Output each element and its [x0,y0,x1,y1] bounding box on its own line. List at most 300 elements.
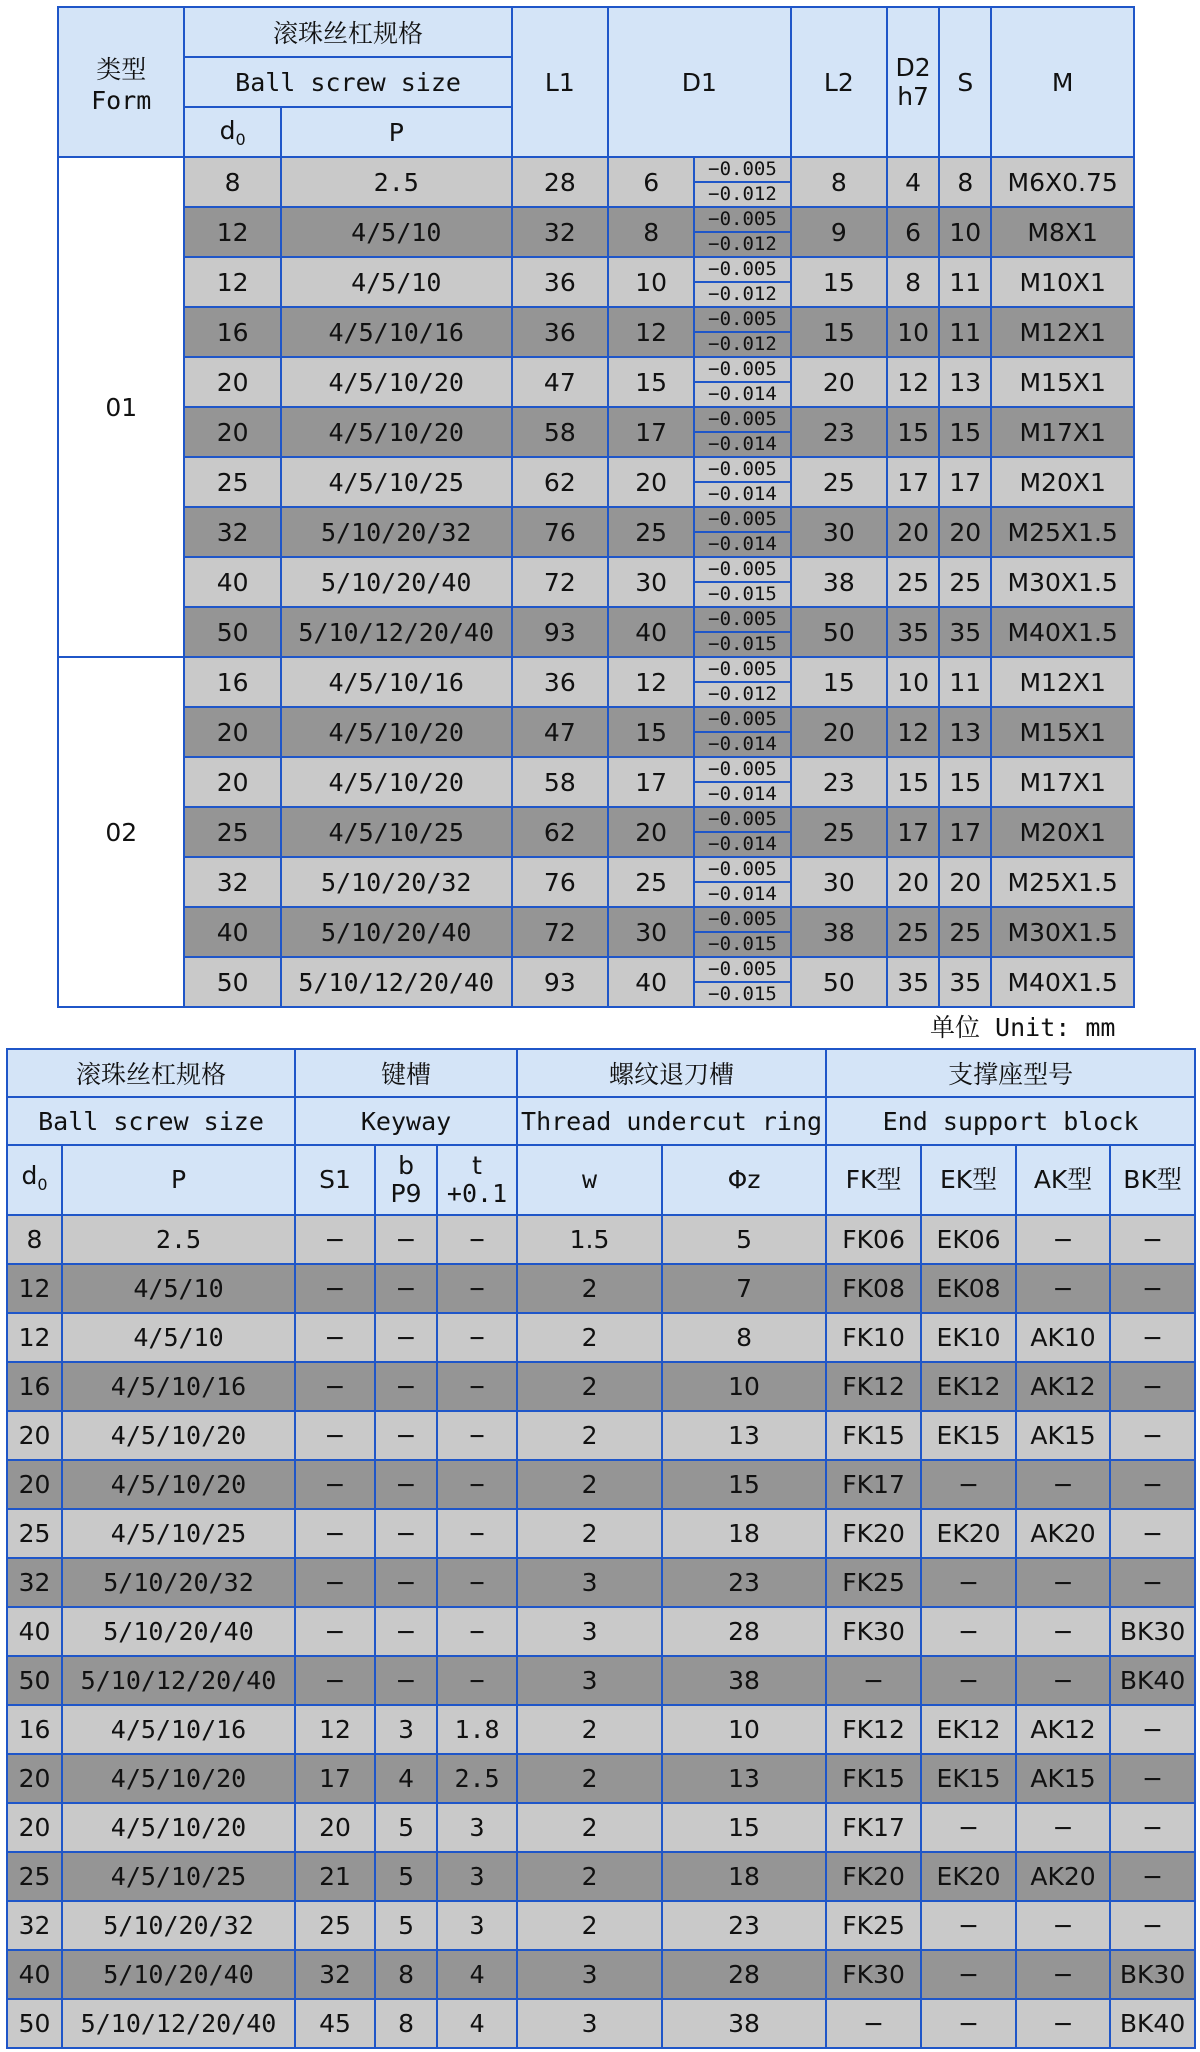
phiz-cell: 38 [662,1656,826,1705]
l1-cell: 47 [512,357,608,407]
s-cell: 35 [939,957,991,1007]
l1-cell: 76 [512,507,608,557]
p-cell: 2.5 [281,157,512,207]
ak-cell: − [1016,1215,1110,1264]
table-row [7,1852,1195,1901]
d0-cell: 25 [7,1852,62,1901]
header-d2-line2: h7 [897,82,929,111]
bk-cell: − [1110,1460,1195,1509]
header2-p: P [62,1145,295,1215]
header2-phiz: Φz [662,1145,826,1215]
phiz-cell: 13 [662,1411,826,1460]
w-cell: 3 [517,1607,662,1656]
w-cell: 1.5 [517,1215,662,1264]
ak-cell: − [1016,1656,1110,1705]
d1-cell: 15 [608,357,694,407]
fk-cell: FK25 [826,1558,921,1607]
fk-cell: FK25 [826,1901,921,1950]
s-cell: 15 [939,407,991,457]
header-size-en: Ball screw size [184,57,511,107]
l1-cell: 36 [512,257,608,307]
header-d2-line1: D2 [895,53,931,82]
p-cell: 4/5/10/25 [62,1509,295,1558]
l2-cell: 9 [791,207,887,257]
tolerance-lower: −0.015 [708,633,777,655]
d0-cell: 32 [184,507,280,557]
d1-tolerance-cell [694,907,790,957]
d1-tolerance-cell [694,207,790,257]
fk-cell: FK15 [826,1411,921,1460]
header-form-cn: 类型 [96,54,147,84]
l1-cell: 93 [512,957,608,1007]
header2-size-en: Ball screw size [7,1097,295,1145]
d0-cell: 20 [7,1411,62,1460]
d2-cell: 15 [887,757,939,807]
s1-cell: − [295,1509,375,1558]
phiz-cell: 38 [662,1999,826,2048]
d2-cell: 10 [887,657,939,707]
d1-cell: 40 [608,957,694,1007]
l2-cell: 20 [791,357,887,407]
p-cell: 2.5 [62,1215,295,1264]
b-cell: 3 [375,1705,437,1754]
table-row [58,607,1134,657]
d1-cell: 12 [608,657,694,707]
b-cell: − [375,1411,437,1460]
ek-cell: − [921,1460,1016,1509]
d0-cell: 40 [184,557,280,607]
s1-cell: − [295,1460,375,1509]
l2-cell: 23 [791,407,887,457]
b-cell: 5 [375,1901,437,1950]
header2-keyway-en: Keyway [295,1097,517,1145]
ek-cell: EK12 [921,1362,1016,1411]
w-cell: 2 [517,1313,662,1362]
ek-cell: EK10 [921,1313,1016,1362]
phiz-cell: 10 [662,1362,826,1411]
d0-cell: 32 [184,857,280,907]
tolerance-lower: −0.014 [708,533,777,555]
m-cell: M12X1 [991,307,1134,357]
bk-cell: BK30 [1110,1950,1195,1999]
table-row [58,257,1134,307]
d0-cell: 20 [7,1460,62,1509]
header2-b-line2: P9 [390,1179,422,1208]
p-cell: 5/10/20/40 [62,1607,295,1656]
header-d0: $d_0$ [184,107,280,157]
l2-cell: 15 [791,257,887,307]
b-cell: 5 [375,1803,437,1852]
d2-cell: 6 [887,207,939,257]
header2-size-cn: 滚珠丝杠规格 [7,1049,295,1097]
l1-cell: 32 [512,207,608,257]
b-cell: − [375,1509,437,1558]
s-cell: 20 [939,857,991,907]
m-cell: M17X1 [991,757,1134,807]
d1-cell: 20 [608,457,694,507]
table-row [7,1901,1195,1950]
p-cell: 5/10/20/32 [62,1558,295,1607]
tolerance-lower: −0.012 [708,233,777,255]
header2-ak: AK型 [1016,1145,1110,1215]
m-cell: M6X0.75 [991,157,1134,207]
p-cell: 4/5/10/20 [281,357,512,407]
bk-cell: − [1110,1313,1195,1362]
table-row [7,1607,1195,1656]
p-cell: 4/5/10/16 [62,1362,295,1411]
t-cell: 1.8 [437,1705,517,1754]
table-row [7,1460,1195,1509]
tolerance-lower: −0.015 [708,983,777,1005]
d0-cell: 16 [184,657,280,707]
ek-cell: − [921,1901,1016,1950]
tolerance-lower: −0.014 [708,483,777,505]
ek-cell: − [921,1607,1016,1656]
p-cell: 4/5/10/20 [62,1754,295,1803]
ek-cell: EK08 [921,1264,1016,1313]
table-row [7,1754,1195,1803]
d0-cell: 25 [7,1509,62,1558]
d0-cell: 50 [7,1999,62,2048]
d2-cell: 35 [887,607,939,657]
d1-cell: 10 [608,257,694,307]
l1-cell: 28 [512,157,608,207]
s1-cell: 32 [295,1950,375,1999]
d0-cell: 12 [7,1313,62,1362]
tolerance-upper: −0.005 [695,158,789,183]
bk-cell: − [1110,1754,1195,1803]
table-row [58,807,1134,857]
bk-cell: − [1110,1264,1195,1313]
bk-cell: − [1110,1705,1195,1754]
tolerance-lower: −0.014 [708,383,777,405]
w-cell: 2 [517,1362,662,1411]
header2-t-line2: +0.1 [446,1179,508,1208]
s-cell: 11 [939,257,991,307]
p-cell: 4/5/10 [281,257,512,307]
l2-cell: 38 [791,557,887,607]
s1-cell: − [295,1215,375,1264]
bk-cell: − [1110,1852,1195,1901]
table-row [7,1362,1195,1411]
w-cell: 3 [517,1558,662,1607]
tolerance-lower: −0.012 [708,283,777,305]
m-cell: M15X1 [991,357,1134,407]
keyway-support-table [6,1048,1196,2049]
header2-t [437,1145,517,1215]
bk-cell: − [1110,1558,1195,1607]
d0-cell: 25 [184,807,280,857]
d0-cell: 40 [7,1607,62,1656]
dimension-table-body [58,157,1134,1007]
s1-cell: 12 [295,1705,375,1754]
s-cell: 15 [939,757,991,807]
t-cell: 4 [437,1950,517,1999]
l1-cell: 93 [512,607,608,657]
l2-cell: 15 [791,657,887,707]
table-row [7,1950,1195,1999]
s1-cell: 45 [295,1999,375,2048]
s1-cell: − [295,1411,375,1460]
d1-cell: 15 [608,707,694,757]
s1-cell: 20 [295,1803,375,1852]
fk-cell: FK30 [826,1950,921,1999]
d2-cell: 8 [887,257,939,307]
p-cell: 4/5/10/16 [281,307,512,357]
ak-cell: AK15 [1016,1411,1110,1460]
m-cell: M12X1 [991,657,1134,707]
header2-thread-cn: 螺纹退刀槽 [517,1049,826,1097]
l1-cell: 72 [512,557,608,607]
s1-cell: − [295,1558,375,1607]
d1-tolerance-cell [694,757,790,807]
s1-cell: 25 [295,1901,375,1950]
header-form [58,7,184,157]
m-cell: M17X1 [991,407,1134,457]
table-row [7,1999,1195,2048]
d2-cell: 25 [887,907,939,957]
w-cell: 2 [517,1852,662,1901]
phiz-cell: 23 [662,1901,826,1950]
t-cell: 3 [437,1852,517,1901]
header2-w: w [517,1145,662,1215]
table-row [58,207,1134,257]
tolerance-lower: −0.014 [708,733,777,755]
b-cell: − [375,1558,437,1607]
w-cell: 3 [517,1656,662,1705]
tolerance-lower: −0.014 [708,833,777,855]
ek-cell: EK12 [921,1705,1016,1754]
p-cell: 4/5/10/20 [62,1411,295,1460]
w-cell: 2 [517,1803,662,1852]
ak-cell: AK15 [1016,1754,1110,1803]
p-cell: 5/10/20/40 [281,907,512,957]
p-cell: 4/5/10 [62,1313,295,1362]
table-row [7,1264,1195,1313]
l1-cell: 62 [512,807,608,857]
tolerance-lower: −0.015 [708,583,777,605]
d2-cell: 12 [887,707,939,757]
table-row [58,707,1134,757]
table-row [7,1509,1195,1558]
header2-fk: FK型 [826,1145,921,1215]
d1-tolerance-cell [694,407,790,457]
ak-cell: − [1016,1264,1110,1313]
tolerance-upper: −0.005 [695,208,789,233]
tolerance-upper: −0.005 [695,258,789,283]
ek-cell: − [921,1999,1016,2048]
l2-cell: 38 [791,907,887,957]
header-d2 [887,7,939,157]
tolerance-lower: −0.014 [708,883,777,905]
table-row [58,907,1134,957]
d0-cell: 8 [184,157,280,207]
phiz-cell: 28 [662,1607,826,1656]
d1-tolerance-cell [694,707,790,757]
tolerance-upper: −0.005 [695,458,789,483]
form-cell: 01 [58,157,184,657]
t-cell: − [437,1656,517,1705]
table-row [58,507,1134,557]
ak-cell: − [1016,1999,1110,2048]
tolerance-lower: −0.012 [708,183,777,205]
w-cell: 2 [517,1705,662,1754]
header2-support-cn: 支撑座型号 [826,1049,1195,1097]
l1-cell: 36 [512,657,608,707]
d1-cell: 12 [608,307,694,357]
ek-cell: − [921,1803,1016,1852]
tolerance-upper: −0.005 [695,358,789,383]
d1-tolerance-cell [694,957,790,1007]
ek-cell: − [921,1558,1016,1607]
header-form-en: Form [91,85,152,115]
l2-cell: 23 [791,757,887,807]
phiz-cell: 5 [662,1215,826,1264]
l1-cell: 72 [512,907,608,957]
l2-cell: 20 [791,707,887,757]
header-l1: L1 [512,7,608,157]
fk-cell: FK12 [826,1362,921,1411]
t-cell: 3 [437,1901,517,1950]
d0-cell: 20 [7,1754,62,1803]
tolerance-upper: −0.005 [695,758,789,783]
header-s: S [939,7,991,157]
header2-b-line1: b [398,1151,414,1180]
header2-ek: EK型 [921,1145,1016,1215]
tolerance-upper: −0.005 [695,808,789,833]
d1-cell: 8 [608,207,694,257]
phiz-cell: 7 [662,1264,826,1313]
tolerance-lower: −0.015 [708,933,777,955]
d2-cell: 20 [887,857,939,907]
bk-cell: BK30 [1110,1607,1195,1656]
l1-cell: 58 [512,407,608,457]
d1-tolerance-cell [694,657,790,707]
l1-cell: 47 [512,707,608,757]
ak-cell: − [1016,1803,1110,1852]
d0-cell: 50 [7,1656,62,1705]
d1-tolerance-cell [694,307,790,357]
header2-t-line1: t [472,1151,482,1180]
p-cell: 5/10/20/32 [62,1901,295,1950]
phiz-cell: 15 [662,1460,826,1509]
l2-cell: 15 [791,307,887,357]
bk-cell: BK40 [1110,1656,1195,1705]
d0-cell: 50 [184,957,280,1007]
p-cell: 4/5/10/25 [62,1852,295,1901]
table-row [7,1558,1195,1607]
l2-cell: 50 [791,957,887,1007]
d0-cell: 50 [184,607,280,657]
phiz-cell: 23 [662,1558,826,1607]
b-cell: − [375,1460,437,1509]
m-cell: M30X1.5 [991,557,1134,607]
header2-keyway-cn: 键槽 [295,1049,517,1097]
d2-cell: 17 [887,807,939,857]
s-cell: 13 [939,707,991,757]
t-cell: − [437,1460,517,1509]
table-row [58,957,1134,1007]
p-cell: 4/5/10/20 [62,1460,295,1509]
ek-cell: EK06 [921,1215,1016,1264]
s-cell: 8 [939,157,991,207]
t-cell: − [437,1264,517,1313]
d0-cell: 32 [7,1558,62,1607]
d0-cell: 20 [184,707,280,757]
l1-cell: 58 [512,757,608,807]
bk-cell: − [1110,1411,1195,1460]
ak-cell: − [1016,1901,1110,1950]
w-cell: 2 [517,1509,662,1558]
l2-cell: 30 [791,857,887,907]
ak-cell: AK12 [1016,1705,1110,1754]
s-cell: 20 [939,507,991,557]
p-cell: 4/5/10 [281,207,512,257]
d2-cell: 20 [887,507,939,557]
table-row [58,857,1134,907]
table-row [58,457,1134,507]
form-cell: 02 [58,657,184,1007]
d1-cell: 40 [608,607,694,657]
ek-cell: − [921,1656,1016,1705]
phiz-cell: 8 [662,1313,826,1362]
b-cell: − [375,1362,437,1411]
header-p: P [281,107,512,157]
p-cell: 5/10/20/40 [281,557,512,607]
bk-cell: − [1110,1803,1195,1852]
s1-cell: 21 [295,1852,375,1901]
m-cell: M10X1 [991,257,1134,307]
s-cell: 11 [939,307,991,357]
tolerance-upper: −0.005 [695,858,789,883]
l1-cell: 36 [512,307,608,357]
l2-cell: 30 [791,507,887,557]
d2-cell: 12 [887,357,939,407]
b-cell: 8 [375,1950,437,1999]
bk-cell: − [1110,1215,1195,1264]
table-row [58,357,1134,407]
m-cell: M40X1.5 [991,957,1134,1007]
header-d1: D1 [608,7,791,157]
w-cell: 3 [517,1950,662,1999]
header-size-cn: 滚珠丝杠规格 [184,7,511,57]
p-cell: 5/10/12/20/40 [62,1999,295,2048]
header2-d0: $d_0$ [7,1145,62,1215]
b-cell: − [375,1215,437,1264]
ek-cell: EK15 [921,1754,1016,1803]
s1-cell: − [295,1607,375,1656]
t-cell: − [437,1509,517,1558]
phiz-cell: 15 [662,1803,826,1852]
tolerance-upper: −0.005 [695,708,789,733]
fk-cell: FK06 [826,1215,921,1264]
tolerance-upper: −0.005 [695,608,789,633]
t-cell: − [437,1362,517,1411]
w-cell: 2 [517,1460,662,1509]
p-cell: 5/10/20/32 [281,507,512,557]
d1-cell: 25 [608,507,694,557]
d1-tolerance-cell [694,257,790,307]
d1-tolerance-cell [694,857,790,907]
phiz-cell: 18 [662,1509,826,1558]
keyway-table-body [7,1215,1195,2048]
b-cell: 4 [375,1754,437,1803]
p-cell: 4/5/10/16 [281,657,512,707]
unit-label: 单位 Unit: mm [930,1013,1116,1042]
fk-cell: FK17 [826,1460,921,1509]
s1-cell: − [295,1313,375,1362]
s1-cell: − [295,1264,375,1313]
